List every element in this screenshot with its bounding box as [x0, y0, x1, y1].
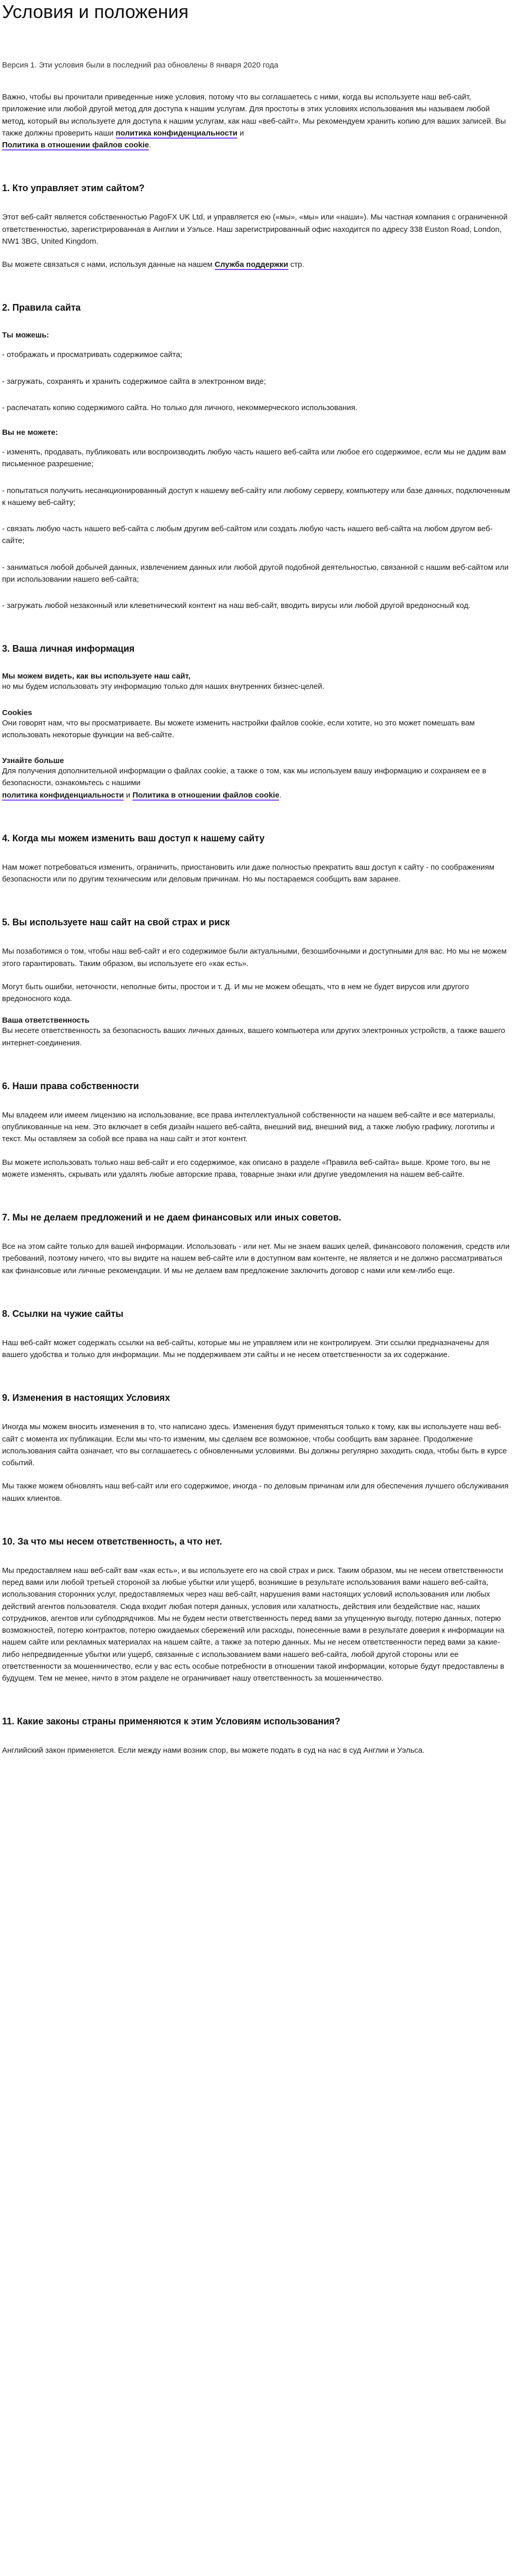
section-11 [2, 1716, 513, 1756]
section-10-p1: Мы предоставляем наш веб-сайт вам «как есть», и вы используете его на свой страх и риск. Таким образом, мы не несем ответственности перед вами или любой третьей стороной за любые убытки или ущерб, возникшие в результате использования вами нашего веб-сайта, использования сторонних услуг, предоставляемых через наш веб-сайт, нарушения вами настоящих условий использования или любых действий агентов пользователя. Сюда входит любая потеря данных, условия или халатность, действия или бездействие нас, наших сотрудников, агентов или субподрядчиков. Мы не будем нести ответственность перед вами за упущенную выгоду, потерю данных, потерю возможностей, потерю контрактов, потерю ожидаемых сбережений или расходы, понесенные вами в результате доверия к информации на нашем сайте или рекламных материалах на нашем сайте, а также за потерю данных. Мы не несем ответственности перед вами за какие-либо непредвиденные убытки или ущерб, связанные с использованием вами нашего веб-сайта, любой другой стороны или ее ответственности за мошенничество, если у вас есть особые потребности в отношении такой информации, которые будут предоставлены в будущем. Тем не менее, ничто в этом разделе не ограничивает нашу ответственность за мошенничество. [2, 1566, 505, 1683]
cookie-policy-link[interactable]: Политика в отношении файлов cookie [2, 141, 149, 149]
section-2 [2, 302, 513, 612]
section-3-title: 3. Ваша личная информация [2, 643, 135, 654]
list-item: - попытаться получить несанкционированный доступ к нашему веб-сайту или любому серверу, компьютеру или базе данных, подключенным к нашему веб-сайту; [2, 486, 510, 507]
section-6 [2, 1081, 513, 1180]
section-5-p2: Могут быть ошибки, неточности, неполные биты, простои и т. Д. И мы не можем обещать, что в нем не будет вирусов или другого вредоносного кода. [2, 982, 469, 1003]
list-item: - загружать, сохранять и хранить содержимое сайта в электронном виде; [2, 377, 266, 386]
section-3 [2, 643, 513, 801]
list-item: - отображать и просматривать содержимое сайта; [2, 350, 182, 360]
list-item: - заниматься любой добычей данных, извлечением данных или любой другой подобной деятельностью, связанной с нашим веб-сайтом или при использовании нашего веб-сайта; [2, 563, 509, 584]
block-title: Узнайте больше [2, 756, 64, 765]
section-7-title: 7. Мы не делаем предложений и не даем финансовых или иных советов. [2, 1212, 341, 1223]
section-7 [2, 1212, 513, 1277]
section-1-p1: Этот веб-сайт является собственностью PagoFX UK Ltd, и управляется ею («мы», «мы» или «наши»). Мы частная компания с ограниченной ответственностью, зарегистрированная в Англии и Уэльсе. Наш зарегистрированный офис находится по адресу 338 Euston Road, London, NW1 3BG, United Kingdom. [2, 213, 508, 246]
section-4 [2, 833, 513, 886]
intro-paragraph [2, 91, 513, 151]
block-title: Мы можем видеть, как вы используете наш сайт, [2, 672, 191, 681]
block-text: но мы будем использовать эту информацию только для наших внутренних бизнес-целей. [2, 682, 324, 691]
section-4-title: 4. Когда мы можем изменить ваш доступ к нашему сайту [2, 833, 265, 843]
section-9-p1: Иногда мы можем вносить изменения в то, что написано здесь. Изменения будут применяться только к тому, как вы используете наш веб-сайт с момента их публикации. Если мы что-то изменим, мы сделаем все возможное, чтобы сообщить вам заранее. Продолжение использования сайта означает, что вы соглашаетесь с обновленными условиями. Вы должны регулярно заходить сюда, чтобы быть в курсе событий. [2, 1422, 507, 1467]
section-10-title: 10. За что мы несем ответственность, а что нет. [2, 1536, 222, 1547]
section-1 [2, 183, 513, 270]
section-5 [2, 917, 513, 1049]
section-9 [2, 1393, 513, 1504]
list-item: - изменять, продавать, публиковать или воспроизводить любую часть нашего веб-сайта или любое его содержимое, если мы не дадим вам письменное разрешение; [2, 448, 506, 469]
section-9-p2: Мы также можем обновлять наш веб-сайт или его содержимое, иногда - по деловым причинам или для обеспечения лучшего обслуживания наших клиентов. [2, 1482, 509, 1503]
section-4-p1: Нам может потребоваться изменить, ограничить, приостановить или даже полностью прекратить ваш доступ к сайту - по соображениям безопасности или по другим техническим или деловым причинам. Но мы постараемся сообщить вам заранее. [2, 862, 494, 884]
intro-end: . [149, 141, 151, 149]
cookies-block [2, 708, 513, 741]
learn-more-end: . [279, 790, 282, 800]
section-11-p1: Английский закон применяется. Если между нами возник спор, вы можете подать в суд на нас в суд Англии и Уэльса. [2, 1746, 425, 1755]
cannot-title: Вы не можете: [2, 428, 58, 437]
privacy-policy-link[interactable]: политика конфиденциальности [2, 790, 124, 800]
support-link[interactable]: Служба поддержки [214, 260, 288, 269]
section-1-title: 1. Кто управляет этим сайтом? [2, 183, 145, 194]
learn-more-conj: и [124, 790, 133, 800]
section-8 [2, 1309, 513, 1361]
section-10 [2, 1536, 513, 1685]
section-7-p1: Все на этом сайте только для вашей информации. Использовать - или нет. Мы не знаем ваших целей, финансового положения, средств или требований, поэтому ничего, что вы видите на нашем веб-сайте или в доступном вам контенте, не является и не должно рассматриваться как финансовые или личные рекомендации. И мы не делаем вам предложение заключить договор с нами или кем-либо еще. [2, 1242, 510, 1275]
list-item: - распечатать копию содержимого сайта. Но только для личного, некоммерческого использования. [2, 403, 357, 412]
section-9-title: 9. Изменения в настоящих Условиях [2, 1393, 170, 1403]
section-5-p1: Мы позаботимся о том, чтобы наш веб-сайт и его содержимое были актуальными, безошибочными и доступными для вас. Но мы не можем этого гарантировать. Таким образом, вы используете его «как есть». [2, 947, 507, 968]
section-1-p2 [2, 259, 513, 270]
block-text: Вы несете ответственность за безопасность ваших личных данных, вашего компьютера или других электронных устройств, а также вашего интернет-соединения. [2, 1026, 505, 1047]
learn-more-text: Для получения дополнительной информации о файлах cookie, а также о том, как мы используем вашу информацию и сохраняем ее в безопасности, ознакомьтесь с нашими [2, 767, 487, 788]
section-6-p2: Вы можете использовать только наш веб-сайт и его содержимое, как описано в разделе «Правила веб-сайта» выше. Кроме того, вы не можете изменять, скрывать или удалять любые авторские права, товарные знаки или другие уведомления на нашем веб-сайте. [2, 1158, 490, 1179]
section-5-title: 5. Вы используете наш сайт на свой страх и риск [2, 917, 230, 928]
personal-info-block [2, 672, 513, 692]
section-1-p2-post: стр. [288, 260, 304, 269]
block-title: Cookies [2, 708, 32, 717]
list-item: - загружать любой незаконный или клеветнический контент на наш веб-сайт, вводить вирусы или любой другой вредоносный код. [2, 601, 471, 610]
block-text: Они говорят нам, что вы просматриваете. Вы можете изменить настройки файлов cookie, если хотите, но это может помешать вам использовать некоторые функции на веб-сайте. [2, 718, 475, 739]
list-item: - связать любую часть нашего веб-сайта с любым другим веб-сайтом или создать любую часть нашего веб-сайта на любом другом веб-сайте; [2, 524, 493, 546]
your-responsibility-block [2, 1016, 513, 1049]
can-title: Ты можешь: [2, 331, 49, 340]
cookie-policy-link[interactable]: Политика в отношении файлов cookie [132, 790, 280, 800]
page-title: Условия и положения [2, 1, 189, 22]
section-6-title: 6. Наши права собственности [2, 1080, 139, 1091]
section-1-p2-pre: Вы можете связаться с нами, используя данные на нашем [2, 260, 213, 269]
section-2-title: 2. Правила сайта [2, 302, 81, 313]
intro-text: Важно, чтобы вы прочитали приведенные ниже условия, потому что вы соглашаетесь с ними, когда вы используете наш веб-сайт, приложение или любой другой метод для доступа к нашим услугам. Для простоты в этих условиях использования мы называем любой метод, который вы используете для доступа к нашим услугам, как наш «веб-сайт». Мы рекомендуем хранить копию для ваших записей. Вы также должны проверить наши [2, 93, 506, 138]
section-6-p1: Мы владеем или имеем лицензию на использование, все права интеллектуальной собственности на нашем веб-сайте и все материалы, опубликованные на нем. Это включает в себя дизайн нашего веб-сайта, внешний вид, внешний вид, а также любую графику, логотипы и текст. Мы оставляем за собой все права на наш сайт и этот контент. [2, 1110, 496, 1144]
learn-more-block [2, 756, 513, 801]
block-title: Ваша ответственность [2, 1016, 90, 1025]
section-8-p1: Наш веб-сайт может содержать ссылки на веб-сайты, которые мы не управляем или не контролируем. Эти ссылки предназначены для вашего удобства и только для информации. Мы не поддерживаем эти сайты и не несем ответственности за их содержание. [2, 1338, 489, 1359]
section-8-title: 8. Ссылки на чужие сайты [2, 1308, 124, 1319]
intro-conj: и [237, 128, 244, 138]
version-note: Версия 1. Эти условия были в последний раз обновлены 8 января 2020 года [2, 61, 279, 70]
section-11-title: 11. Какие законы страны применяются к этим Условиям использования? [2, 1716, 340, 1727]
block-text [2, 765, 513, 801]
terms-page [0, 1, 515, 1789]
privacy-policy-link[interactable]: политика конфиденциальности [115, 128, 238, 138]
